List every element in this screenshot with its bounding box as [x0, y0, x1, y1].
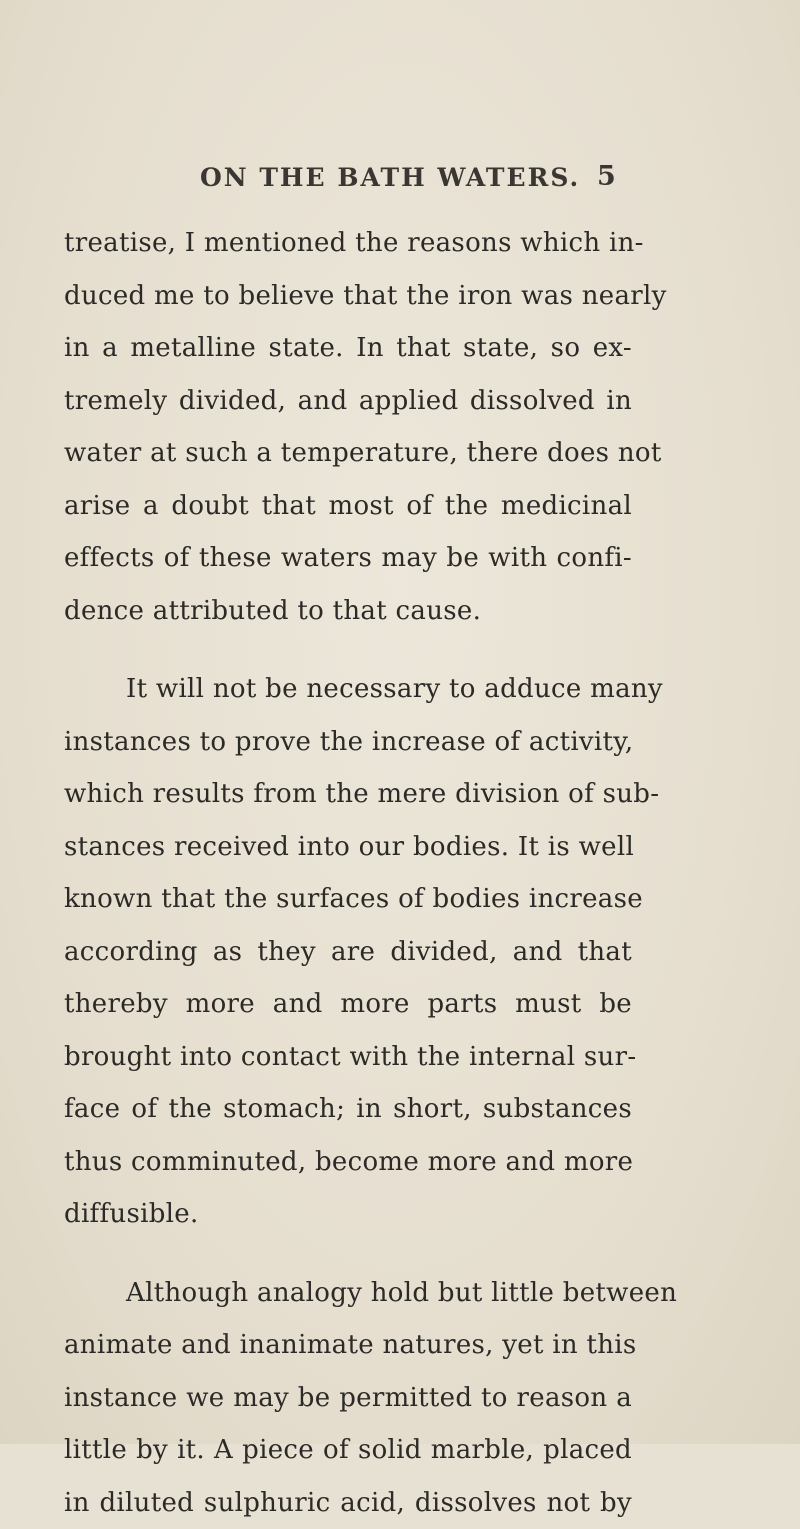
text-line: Although analogy hold but little between: [64, 1267, 632, 1320]
text-line: It will not be necessary to adduce many: [64, 663, 632, 716]
text-line: little by it. A piece of solid marble, placed: [64, 1424, 632, 1477]
text-line: according as they are divided, and that: [64, 926, 632, 979]
text-line: instances to prove the increase of activity,: [64, 716, 632, 769]
text-line: stances received into our bodies. It is well: [64, 821, 632, 874]
text-line: treatise, I mentioned the reasons which in-: [64, 217, 632, 270]
paragraph-gap: [64, 1241, 632, 1267]
text-line: duced me to believe that the iron was nearly: [64, 270, 632, 323]
text-line: thereby more and more parts must be: [64, 978, 632, 1031]
text-line: tremely divided, and applied dissolved in: [64, 375, 632, 428]
page-header: [0, 163, 800, 203]
paragraph-3: [64, 1267, 632, 1529]
paragraph-1: [64, 217, 632, 637]
text-line: instance we may be permitted to reason a: [64, 1372, 632, 1425]
running-head: ON THE BATH WATERS.: [200, 163, 580, 192]
body-text: [64, 217, 632, 1529]
text-line: animate and inanimate natures, yet in this: [64, 1319, 632, 1372]
text-line: arise a doubt that most of the medicinal: [64, 480, 632, 533]
text-line: which results from the mere division of sub-: [64, 768, 632, 821]
text-line: in a metalline state. In that state, so ex-: [64, 322, 632, 375]
paragraph-2: [64, 663, 632, 1241]
text-line: known that the surfaces of bodies increase: [64, 873, 632, 926]
text-line: in diluted sulphuric acid, dissolves not by: [64, 1477, 632, 1529]
paragraph-gap: [64, 637, 632, 663]
text-line: face of the stomach; in short, substances: [64, 1083, 632, 1136]
text-line: diffusible.: [64, 1188, 632, 1241]
text-line: water at such a temperature, there does not: [64, 427, 632, 480]
text-line: brought into contact with the internal sur-: [64, 1031, 632, 1084]
text-line: effects of these waters may be with confi-: [64, 532, 632, 585]
text-line: dence attributed to that cause.: [64, 585, 632, 638]
text-line: thus comminuted, become more and more: [64, 1136, 632, 1189]
page-number: 5: [597, 161, 616, 192]
